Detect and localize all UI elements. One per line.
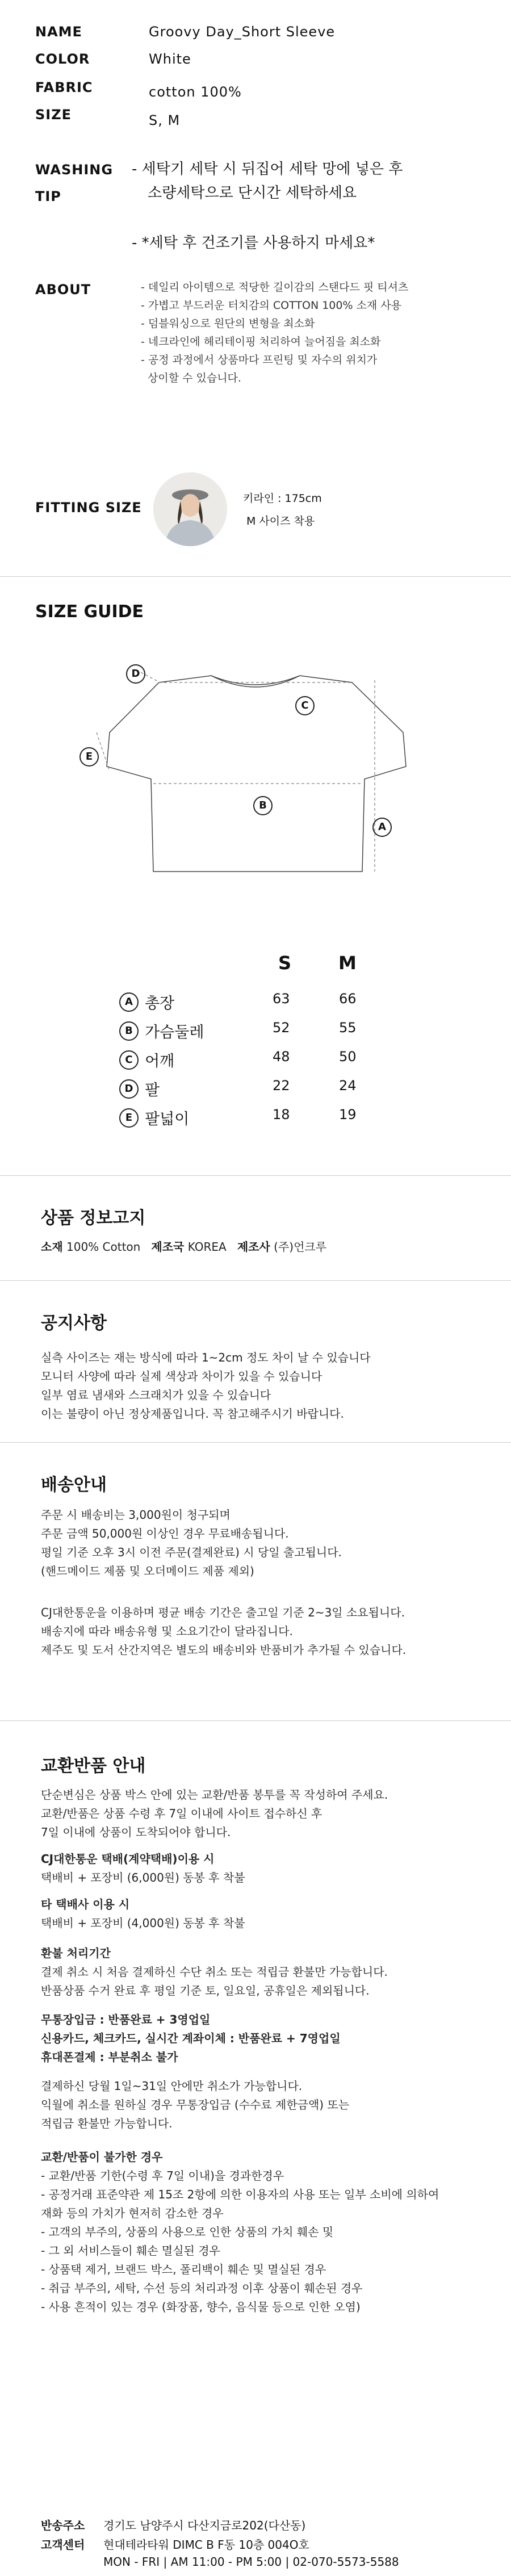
spec-size-key: SIZE [35, 107, 72, 123]
cancel-line: 결제하신 당월 1일~31일 안에만 취소가 가능합니다. [41, 2079, 303, 2093]
footer-v1: 경기도 남양주시 다산지금로202(다산동) [103, 2519, 306, 2532]
no-heading: 교환/반품이 불가한 경우 [41, 2150, 163, 2164]
delivery-line: 주문 시 배송비는 3,000원이 청구되며 [41, 1508, 231, 1522]
size-rows [119, 991, 369, 1136]
size-row [119, 1078, 369, 1107]
size-row [119, 991, 369, 1020]
delivery-line: (핸드메이드 제품 및 오더메이드 제품 제외) [41, 1564, 254, 1578]
row-m: 55 [339, 1020, 357, 1036]
spec-color-value: White [149, 51, 191, 67]
about-line: - 데일리 아이템으로 적당한 길이감의 스탠다드 핏 티셔츠 [141, 281, 409, 294]
fitting-size: M 사이즈 착용 [246, 515, 315, 527]
about-line: 상이할 수 있습니다. [148, 372, 241, 384]
about-line: - 네크라인에 헤리테이핑 처리하여 늘어짐을 최소화 [141, 336, 381, 348]
washing-key-1: WASHING [35, 162, 114, 178]
spec-name-value: Groovy Day_Short Sleeve [149, 24, 336, 40]
refund-line: 결제 취소 시 처음 결제하신 수단 취소 또는 적립금 환불만 가능합니다. [41, 1965, 388, 1979]
no-line: - 공정거래 표준약관 제 15조 2항에 의한 이용자의 사용 또는 일부 소비에 의하여 [41, 2188, 439, 2201]
info-v1: 100% Cotton [66, 1240, 141, 1254]
about-line: - 덤블워싱으로 원단의 변형을 최소화 [141, 317, 315, 330]
row-label: 팔 [145, 1082, 160, 1099]
delivery-line: CJ대한통운을 이용하며 평균 배송 기간은 출고일 기준 2~3일 소요됩니다. [41, 1606, 405, 1619]
mark-d-icon: D [119, 1079, 139, 1099]
delivery-line: 제주도 및 도서 산간지역은 별도의 배송비와 반품비가 추가될 수 있습니다. [41, 1643, 407, 1657]
mark-a-icon: A [119, 992, 139, 1012]
about-lines [141, 278, 408, 387]
exchange-intro: 7일 이내에 상품이 도착되어야 합니다. [41, 1825, 231, 1839]
info-title: 상품 정보고지 [41, 1208, 146, 1228]
footer-v2: 현대테라타워 DIMC B F동 10층 004O호 [103, 2538, 309, 2552]
notice-text [41, 1348, 371, 1423]
deposit-line: 무통장입금 : 반품완료 + 3영업일 [41, 2013, 211, 2026]
exchange-intro: 단순변심은 상품 박스 안에 있는 교환/반품 봉투를 꼭 작성하여 주세요. [41, 1788, 388, 1802]
about-line: - 공정 과정에서 상품마다 프린팅 및 자수의 위치가 [141, 354, 378, 366]
fitting-key: FITTING SIZE [35, 500, 142, 516]
no-line: - 그 외 서비스들이 훼손 멸실된 경우 [41, 2244, 220, 2257]
notice-line: 실측 사이즈는 재는 방식에 따라 1~2cm 정도 차이 날 수 있습니다 [41, 1351, 371, 1364]
no-line: - 상품택 제거, 브랜드 박스, 폴리백이 훼손 및 멸실된 경우 [41, 2263, 326, 2276]
refund-line: 반품상품 수거 완료 후 평일 기준 토, 일요일, 공휴일은 제외됩니다. [41, 1984, 370, 1997]
divider [0, 1720, 511, 1721]
divider [0, 1280, 511, 1281]
spec-size-value: S, M [149, 112, 181, 128]
row-m: 24 [339, 1078, 357, 1094]
row-m: 50 [339, 1049, 357, 1065]
footer-k1: 반송주소 [41, 2519, 85, 2532]
col-s: S [278, 952, 292, 974]
refund-heading: 환불 처리기간 [41, 1946, 111, 1960]
marker-e-icon: E [79, 747, 99, 766]
row-s: 48 [273, 1049, 290, 1065]
delivery-line: 배송지에 따라 배송유형 및 소요기간이 달라집니다. [41, 1624, 293, 1638]
other-value: 택배비 + 포장비 (4,000원) 동봉 후 착불 [41, 1916, 245, 1930]
marker-b-icon: B [253, 796, 273, 815]
mark-e-icon: E [119, 1108, 139, 1128]
marker-d-icon: D [126, 664, 145, 684]
cancel-line: 익월에 취소를 원하실 경우 무통장입금 (수수료 제한금액) 또는 [41, 2098, 350, 2112]
delivery-title: 배송안내 [41, 1475, 107, 1495]
cj-value: 택배비 + 포장비 (6,000원) 동봉 후 착불 [41, 1871, 245, 1884]
spec-fabric-key: FABRIC [35, 79, 93, 95]
delivery-line: 주문 금액 50,000원 이상인 경우 무료배송됩니다. [41, 1527, 289, 1540]
marker-c-icon: C [295, 696, 315, 715]
footer-k2: 고객센터 [41, 2538, 85, 2552]
spec-fabric-value: cotton 100% [149, 84, 242, 100]
no-line: 재화 등의 가치가 현저히 감소한 경우 [41, 2206, 224, 2220]
info-v2: KOREA [187, 1240, 227, 1254]
row-s: 18 [273, 1107, 290, 1122]
spec-name-key: NAME [35, 24, 82, 40]
cj-heading: CJ대한통운 택배(계약택배)이용 시 [41, 1852, 215, 1866]
washing-line-3: - *세탁 후 건조기를 사용하지 마세요* [132, 234, 375, 252]
mark-b-icon: B [119, 1021, 139, 1041]
exchange-text [41, 1786, 439, 2317]
card-line: 신용카드, 체크카드, 실시간 계좌이체 : 반품완료 + 7영업일 [41, 2032, 341, 2045]
divider [0, 1442, 511, 1443]
phone-line: 휴대폰결제 : 부분취소 불가 [41, 2050, 178, 2064]
exchange-title: 교환반품 안내 [41, 1756, 146, 1776]
divider [0, 576, 511, 577]
notice-line: 이는 불량이 아닌 정상제품입니다. 꼭 참고해주시기 바랍니다. [41, 1407, 344, 1421]
row-s: 22 [273, 1078, 290, 1094]
other-heading: 타 택배사 이용 시 [41, 1898, 130, 1911]
size-row [119, 1107, 369, 1136]
notice-title: 공지사항 [41, 1313, 107, 1333]
divider [0, 1175, 511, 1176]
row-m: 19 [339, 1107, 357, 1122]
tshirt-diagram [74, 653, 437, 920]
washing-line-1: - 세탁기 세탁 시 뒤집어 세탁 망에 넣은 후 [132, 161, 403, 178]
size-row [119, 1020, 369, 1049]
row-label: 가슴둘레 [145, 1024, 204, 1041]
notice-line: 일부 염료 냄새와 스크래치가 있을 수 있습니다 [41, 1388, 271, 1402]
delivery-line: 평일 기준 오후 3시 이전 주문(결제완료) 시 당일 출고됩니다. [41, 1545, 342, 1559]
washing-key-2: TIP [35, 189, 61, 204]
size-guide-title: SIZE GUIDE [35, 602, 144, 622]
model-photo [153, 472, 227, 546]
marker-a-icon: A [372, 818, 392, 837]
no-line: - 사용 흔적이 있는 경우 (화장품, 향수, 음식물 등으로 인한 오염) [41, 2300, 361, 2314]
washing-line-2: 소량세탁으로 단시간 세탁하세요 [148, 185, 357, 202]
row-m: 66 [339, 991, 357, 1007]
info-v3: (주)언크루 [274, 1240, 327, 1254]
delivery-text [41, 1506, 406, 1660]
cancel-line: 적립금 환불만 가능합니다. [41, 2117, 173, 2130]
row-s: 63 [273, 991, 290, 1007]
footer-v3: MON - FRI | AM 11:00 - PM 5:00 | 02-070-5573-5588 [103, 2555, 399, 2569]
info-k1: 소재 [41, 1240, 63, 1254]
about-key: ABOUT [35, 282, 91, 298]
col-m: M [338, 952, 357, 974]
fitting-height: 키라인 : 175cm [243, 492, 322, 505]
spec-color-key: COLOR [35, 51, 90, 67]
row-label: 팔넓이 [145, 1111, 190, 1128]
notice-line: 모니터 사양에 따라 실제 색상과 차이가 있을 수 있습니다 [41, 1369, 322, 1383]
mark-c-icon: C [119, 1050, 139, 1070]
exchange-intro: 교환/반품은 상품 수령 후 7일 이내에 사이트 접수하신 후 [41, 1807, 322, 1820]
info-k3: 제조사 [237, 1240, 270, 1254]
info-k2: 제조국 [151, 1240, 185, 1254]
size-row [119, 1049, 369, 1078]
row-s: 52 [273, 1020, 290, 1036]
about-line: - 가볍고 부드러운 터치감의 COTTON 100% 소재 사용 [141, 299, 402, 312]
info-line [41, 1238, 326, 1256]
no-line: - 취급 부주의, 세탁, 수선 등의 처리과정 이후 상품이 훼손된 경우 [41, 2281, 363, 2295]
no-line: - 고객의 부주의, 상품의 사용으로 인한 상품의 가치 훼손 및 [41, 2225, 334, 2239]
row-label: 총장 [145, 995, 175, 1012]
row-label: 어깨 [145, 1053, 175, 1070]
model-figure-icon [153, 472, 227, 546]
no-line: - 교환/반품 기한(수령 후 7일 이내)을 경과한경우 [41, 2169, 284, 2183]
